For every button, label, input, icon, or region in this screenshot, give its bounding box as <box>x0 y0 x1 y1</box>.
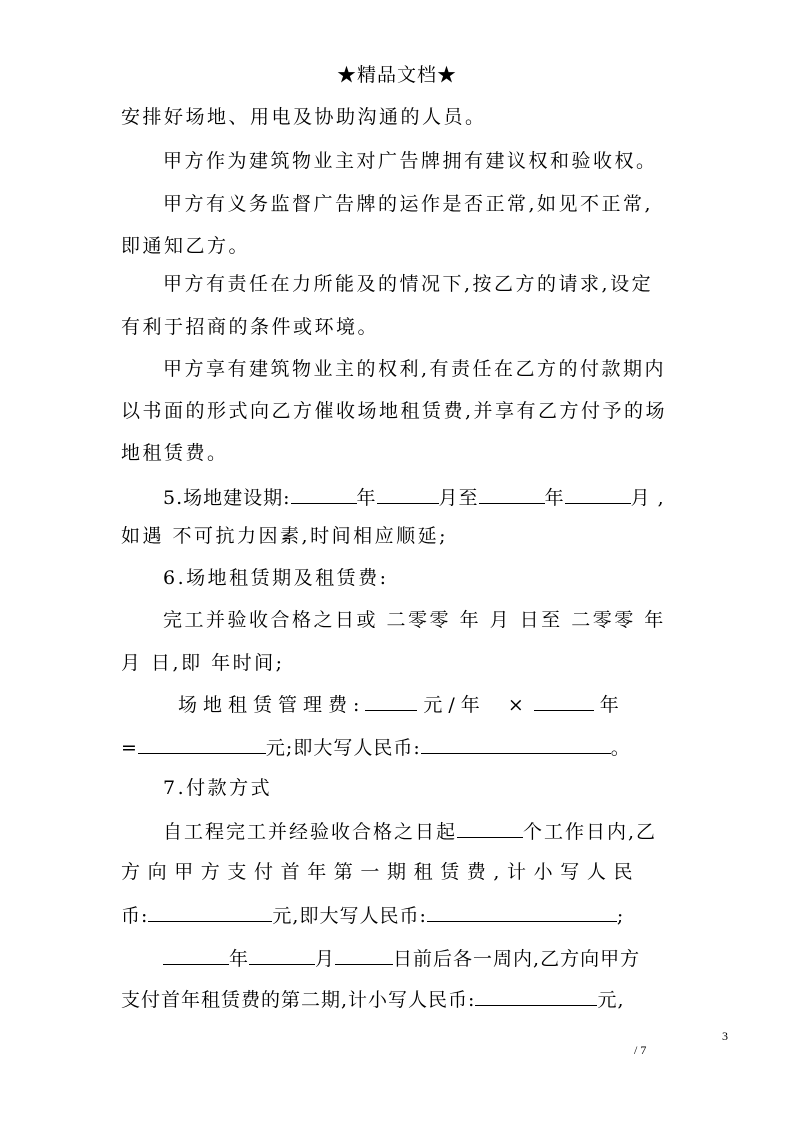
blank-field <box>138 733 266 754</box>
body-line: 地租赁费。 <box>121 442 229 464</box>
blank-field <box>365 690 417 711</box>
year-label: 年 <box>599 694 625 716</box>
body-line: 甲方有责任在力所能及的情况下,按乙方的请求,设定 <box>163 273 654 295</box>
currency-prefix: 币: <box>121 905 149 927</box>
body-line: 方向甲方支付首年第一期租赁费,计小写人民 <box>121 861 641 883</box>
blank-field <box>427 901 617 922</box>
page-number: 3 <box>722 1029 728 1043</box>
year-label: 年 <box>229 948 250 970</box>
section-heading: 7.付款方式 <box>163 777 273 799</box>
blank-field <box>421 733 611 754</box>
payment-text: 支付首年租赁费的第二期,计小写人民币: <box>121 989 476 1011</box>
page-total: / 7 <box>634 1043 647 1057</box>
date-tail: 日前后各一周内,乙方向甲方 <box>393 948 641 970</box>
page-header: ★精品文档★ <box>336 64 457 86</box>
blank-field <box>377 483 439 504</box>
blank-field <box>335 944 393 965</box>
month-label: 月至 <box>438 487 479 509</box>
blank-field <box>457 817 523 838</box>
body-line: 甲方有义务监督广告牌的运作是否正常,如见不正常, <box>163 193 654 215</box>
blank-field <box>163 944 229 965</box>
second-payment-date-line <box>163 944 681 972</box>
year-label: 年 <box>356 487 377 509</box>
blank-field <box>148 901 272 922</box>
blank-field <box>249 944 315 965</box>
body-line: 如遇 不可抗力因素,时间相应顺延; <box>121 525 448 547</box>
body-line: 即通知乙方。 <box>121 235 251 257</box>
year-label: 年 <box>544 487 565 509</box>
management-fee-label: 场地租赁管理费: <box>178 694 366 716</box>
second-payment-amount-line <box>121 985 681 1013</box>
month-label: 月 , <box>630 487 665 509</box>
body-line: 完工并验收合格之日或 二零零 年 月 日至 二零零 年 <box>163 609 666 631</box>
blank-field <box>291 483 357 504</box>
equals-sign: = <box>121 737 138 759</box>
payment-text: 自工程完工并经验收合格之日起 <box>163 821 458 843</box>
body-line: 有利于招商的条件或环境。 <box>121 316 380 338</box>
construction-period-label: 5.场地建设期: <box>163 487 291 509</box>
payment-line <box>163 817 681 845</box>
unit-label: 元/年 <box>423 694 486 716</box>
amount-uppercase-label: 元;即大写人民币: <box>265 737 421 759</box>
section-heading: 6.场地租赁期及租赁费: <box>163 567 389 589</box>
fee-total-line <box>121 733 681 761</box>
blank-field <box>565 483 631 504</box>
payment-amount-line <box>121 901 681 929</box>
semicolon: ; <box>616 905 625 927</box>
body-line: 安排好场地、用电及协助沟通的人员。 <box>121 106 487 128</box>
body-line: 甲方享有建筑物业主的权利,有责任在乙方的付款期内 <box>163 358 667 380</box>
blank-field <box>534 690 594 711</box>
blank-field <box>475 985 597 1006</box>
blank-field <box>479 483 545 504</box>
construction-period-line <box>163 483 681 511</box>
body-line: 以书面的形式向乙方催收场地租赁费,并享有乙方付予的场 <box>121 400 668 422</box>
month-label: 月 <box>315 948 336 970</box>
body-line: 月 日,即 年时间; <box>121 652 285 674</box>
management-fee-line <box>178 690 681 718</box>
body-line: 甲方作为建筑物业主对广告牌拥有建议权和验收权。 <box>163 150 658 172</box>
payment-text-tail: 个工作日内,乙 <box>523 821 658 843</box>
period-mark: 。 <box>610 737 631 759</box>
amount-uppercase-label: 元,即大写人民币: <box>272 905 427 927</box>
yuan-label: 元, <box>597 989 625 1011</box>
times-sign: × <box>507 694 530 716</box>
